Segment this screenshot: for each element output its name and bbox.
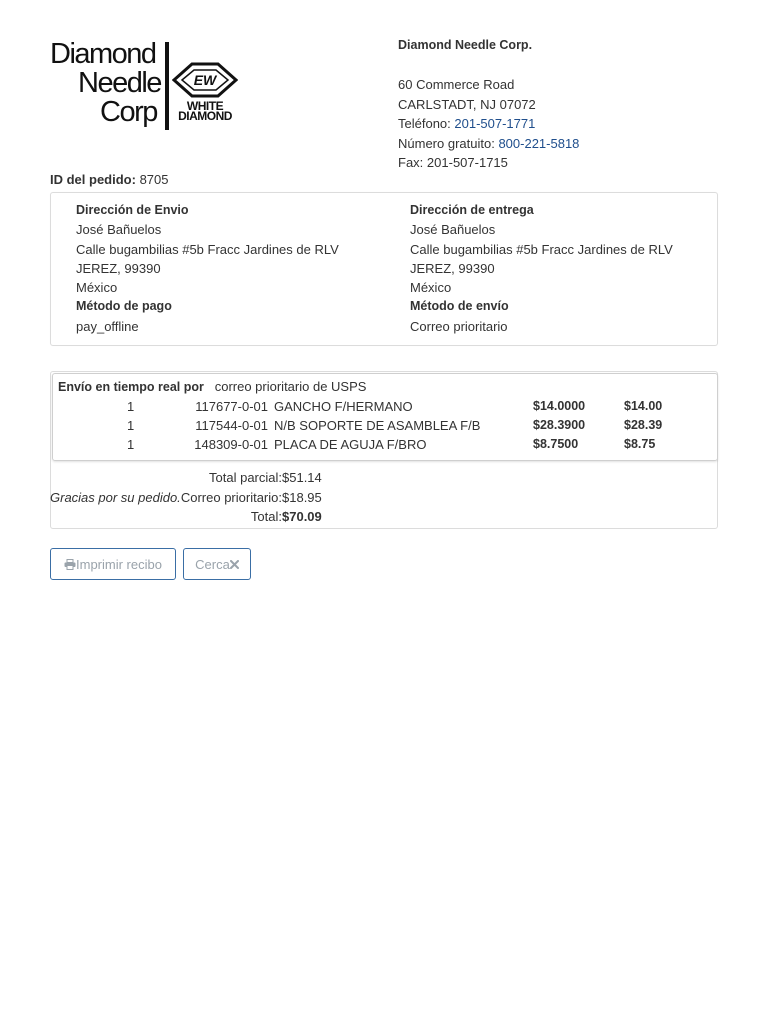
realtime-shipping-label: Envío en tiempo real por — [58, 380, 204, 394]
logo-line-3: Corp — [100, 96, 157, 128]
order-id-label: ID del pedido: — [50, 172, 136, 187]
shipping-cost-line — [51, 488, 324, 508]
company-logo — [50, 38, 250, 138]
delivery-city: JEREZ, 99390 — [410, 260, 495, 276]
delivery-address — [410, 201, 673, 336]
logo-divider — [165, 42, 169, 130]
item-line-total: $28.39 — [624, 418, 663, 432]
close-icon — [230, 560, 239, 569]
tollfree-link[interactable]: 800-221-5818 — [498, 135, 580, 151]
item-unit-price: $8.7500 — [533, 437, 579, 451]
item-qty: 1 — [127, 418, 135, 433]
shipping-country: México — [76, 280, 118, 296]
payment-method-heading: Método de pago — [76, 299, 172, 314]
table-row — [53, 399, 717, 418]
phone-label: Teléfono: — [398, 116, 451, 131]
fax-value: 201-507-1715 — [426, 155, 508, 170]
table-row — [53, 437, 717, 456]
thank-you-message: Gracias por su pedido. — [50, 489, 181, 505]
logo-sub-1: WHITE — [186, 99, 224, 113]
logo-sub-2: DIAMOND — [178, 109, 232, 123]
company-name: Diamond Needle Corp. — [398, 38, 533, 52]
shipping-address-heading: Dirección de Envio — [76, 203, 189, 217]
address-panel — [50, 192, 718, 346]
shipping-cost-label: Correo prioritario: — [180, 489, 282, 505]
logo-line-1: Diamond — [50, 38, 156, 70]
grand-total-label: Total: — [250, 509, 282, 524]
item-unit-price: $14.0000 — [533, 399, 586, 413]
close-label: Cerca — [195, 556, 230, 572]
shipping-name: José Bañuelos — [76, 222, 162, 238]
print-receipt-button[interactable] — [50, 548, 176, 580]
logo-line-2: Needle — [78, 67, 161, 99]
phone-link[interactable]: 201-507-1771 — [454, 116, 536, 131]
order-id — [50, 172, 169, 187]
order-items-table — [52, 373, 718, 461]
delivery-country: México — [410, 280, 452, 296]
close-button[interactable] — [183, 548, 251, 580]
delivery-address-heading: Dirección de entrega — [410, 203, 534, 217]
tollfree-label: Número gratuito: — [398, 135, 495, 151]
shipping-address — [76, 201, 339, 336]
item-qty: 1 — [127, 437, 135, 452]
item-description: GANCHO F/HERMANO — [274, 399, 413, 414]
table-row — [53, 418, 717, 437]
subtotal-label: Total parcial: — [209, 470, 282, 485]
diamond-logo-icon — [172, 62, 238, 98]
realtime-shipping-row — [58, 379, 366, 394]
item-sku: 117544-0-01 — [195, 418, 268, 433]
order-id-value: 8705 — [139, 172, 169, 187]
shipping-method-value: Correo prioritario — [410, 318, 508, 334]
delivery-name: José Bañuelos — [410, 222, 496, 238]
item-description: N/B SOPORTE DE ASAMBLEA F/B — [274, 418, 481, 433]
item-sku: 117677-0-01 — [195, 399, 268, 414]
realtime-shipping-value: correo prioritario de USPS — [214, 379, 367, 394]
item-line-total: $14.00 — [624, 399, 663, 413]
subtotal-line — [51, 468, 324, 488]
item-line-total: $8.75 — [624, 437, 656, 451]
fax-label: Fax: — [398, 155, 424, 170]
item-qty: 1 — [127, 399, 135, 414]
print-receipt-label: Imprimir recibo — [76, 556, 162, 572]
printer-icon — [64, 559, 76, 570]
subtotal-value: $51.14 — [282, 470, 322, 485]
delivery-street: Calle bugambilias #5b Fracc Jardines de RLV — [410, 241, 673, 257]
order-totals — [51, 468, 324, 527]
company-info — [398, 36, 728, 173]
payment-method-value: pay_offline — [76, 318, 139, 334]
company-phone-line — [398, 114, 728, 134]
grand-total-line — [51, 507, 324, 527]
item-description: PLACA DE AGUJA F/BRO — [274, 437, 427, 452]
shipping-city: JEREZ, 99390 — [76, 260, 161, 276]
company-fax-line — [398, 153, 728, 173]
logo-badge-text: EW — [193, 72, 217, 88]
company-street: 60 Commerce Road — [398, 77, 515, 92]
item-sku: 148309-0-01 — [194, 437, 268, 452]
shipping-street: Calle bugambilias #5b Fracc Jardines de RLV — [76, 241, 339, 257]
shipping-cost-value: $18.95 — [282, 489, 322, 505]
grand-total-value: $70.09 — [282, 509, 322, 524]
company-city: CARLSTADT, NJ 07072 — [398, 96, 536, 112]
item-unit-price: $28.3900 — [533, 418, 586, 432]
company-tollfree-line — [398, 134, 728, 154]
order-items-panel — [50, 371, 718, 529]
shipping-method-heading: Método de envío — [410, 299, 509, 314]
